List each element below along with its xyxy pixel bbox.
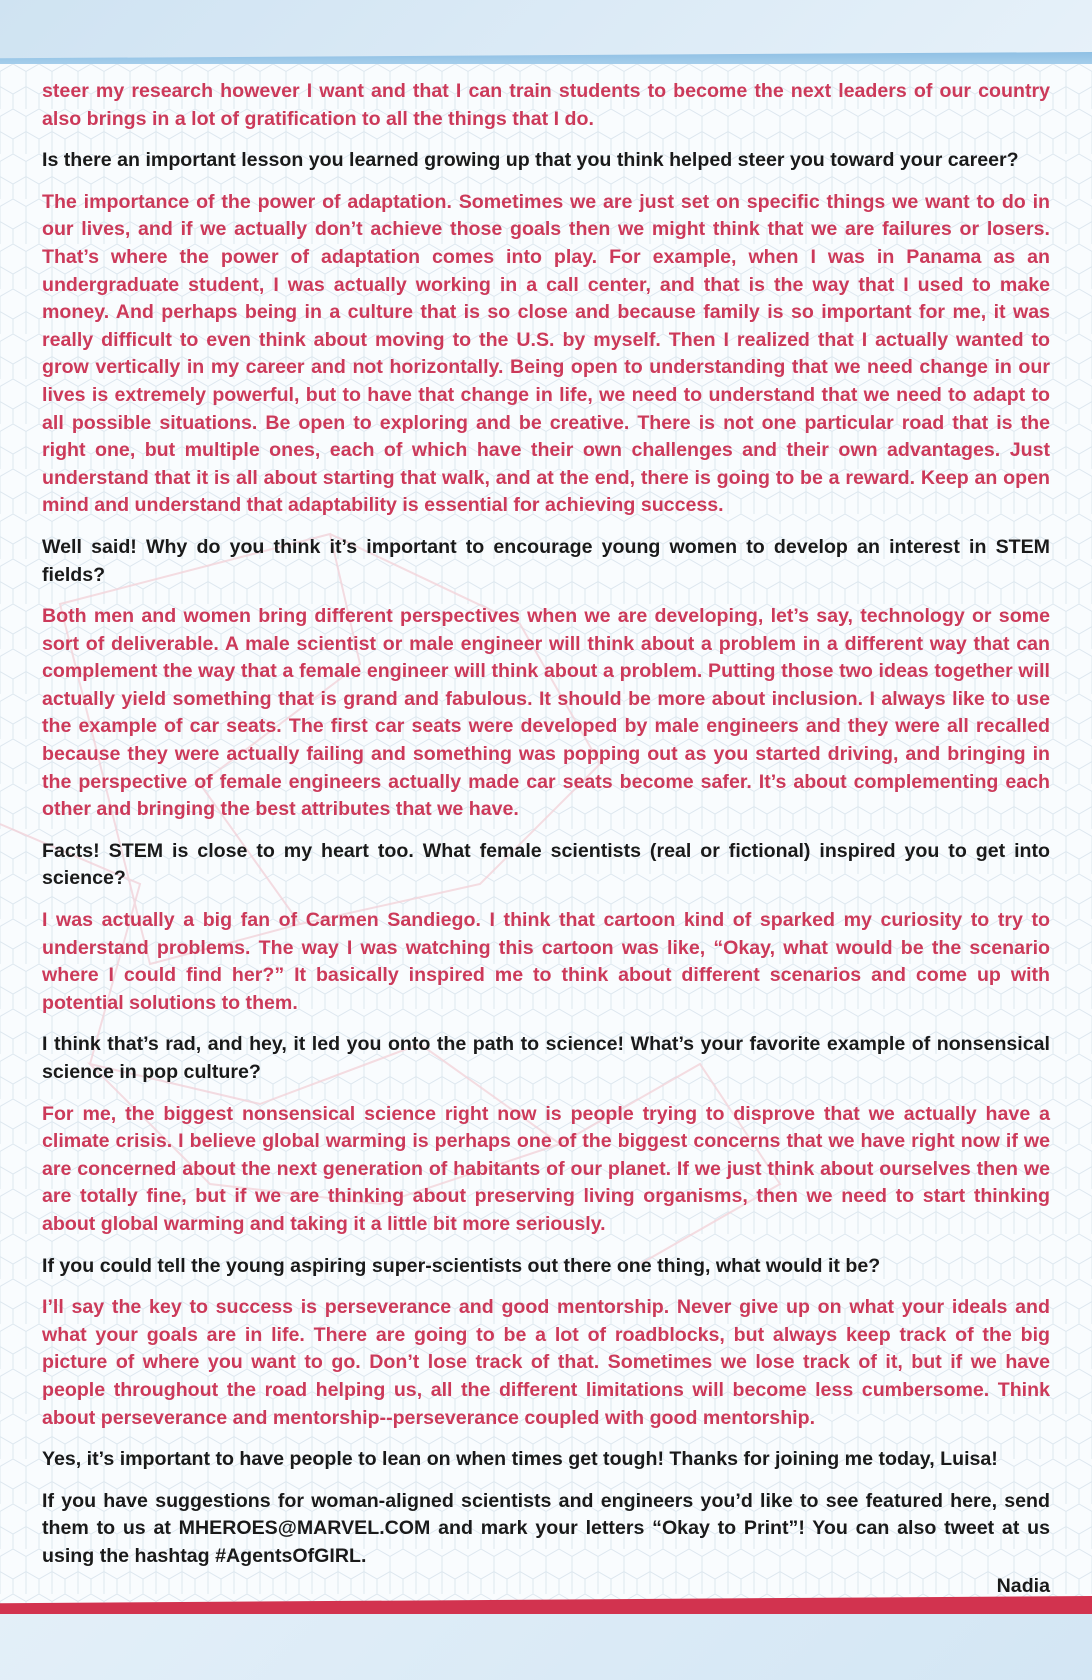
answer-paragraph: I’ll say the key to success is perseverance and good mentorship. Never give up on what your ideals and what your goals are in life. There are going to be a lot of roadblocks, but always keep track of the big picture of where you want to go. Don’t lose track of that. Sometimes we lose track of it, but if we have people throughout the road helping us, all the different limitations will become less cumbersome. Think about perseverance and mentorship--perseverance coupled with good mentorship. (42, 1296, 1050, 1429)
answer-paragraph: The importance of the power of adaptation. Sometimes we are just set on specific things we want to do in our lives, and if we actually don’t achieve those goals then we might think that we are failures or losers. That’s where the power of adaptation comes into play. For example, when I was in Panama as an undergraduate student, I was actually working in a call center, and that is the way that I used to make money. And perhaps being in a culture that is so close and because family is so important for me, it was really difficult to even think about moving to the U.S. by myself. Then I realized that I actually wanted to grow vertically in my career and not horizontally. Being open to understanding that we need change in our lives is extremely powerful, but to have that change in life, we need to understand that we need to adapt to all possible situations. Be open to exploring and be creative. There is not one particular road that is the right one, but multiple ones, each of which have their own challenges and their own advantages. Just understand that it is all about starting that walk, and at the end, there is going to be a reward. Keep an open mind and understand that adaptability is essential for achieving success. (42, 190, 1050, 517)
answer-paragraph: steer my research however I want and that I can train students to become the next leaders of our country also brings in a lot of gratification to all the things that I do. (42, 80, 1050, 130)
question-paragraph: Well said! Why do you think it’s important to encourage young women to develop an interest in STEM fields? (42, 535, 1050, 586)
answer-paragraph: For me, the biggest nonsensical science right now is people trying to disprove that we actually have a climate crisis. I believe global warming is perhaps one of the biggest concerns that we have right now if we are concerned about the next generation of habitants of our planet. If we just think about ourselves then we are totally fine, but if we are thinking about preserving living organisms, then we need to start thinking about global warming and taking it a little bit more seriously. (42, 1102, 1050, 1235)
signature: Nadia (996, 1574, 1050, 1597)
interview-text (42, 78, 1050, 1606)
question-paragraph: If you could tell the young aspiring super-scientists out there one thing, what would it be? (42, 1254, 881, 1277)
answer-paragraph: Both men and women bring different perspectives when we are developing, let’s say, technology or some sort of deliverable. A male scientist or male engineer will think about a problem in a different way that can complement the way that a female engineer will think about a problem. Putting those two ideas together will actually yield something that is grand and fabulous. It should be more about inclusion. I always like to use the example of car seats. The first car seats were developed by male engineers and they were all recalled because they were actually failing and something was popping out as you started driving, and bringing in the perspective of female engineers actually made car seats become safer. It’s about complementing each other and bringing the best attributes that we have. (42, 605, 1050, 821)
submission-info: If you have suggestions for woman-aligned scientists and engineers you’d like to see featured here, send them to us at MHEROES@MARVEL.COM and mark your letters “Okay to Print”! You can also tweet at us using the hashtag #AgentsOfGIRL. (42, 1489, 1050, 1567)
question-paragraph: Is there an important lesson you learned growing up that you think helped steer you toward your career? (42, 149, 1019, 172)
letter-panel (0, 64, 1092, 1606)
closing-remark: Yes, it’s important to have people to lean on when times get tough! Thanks for joining me today, Luisa! (42, 1448, 998, 1471)
question-paragraph: I think that’s rad, and hey, it led you onto the path to science! What’s your favorite example of nonsensical science in pop culture? (42, 1033, 1050, 1083)
question-paragraph: Facts! STEM is close to my heart too. What female scientists (real or fictional) inspired you to get into science? (42, 839, 1050, 890)
answer-paragraph: I was actually a big fan of Carmen Sandiego. I think that cartoon kind of sparked my curiosity to try to understand problems. The way I was watching this cartoon was like, “Okay, what would be the scenario where I could find her?” It basically inspired me to think about different scenarios and come up with potential solutions to them. (42, 909, 1050, 1014)
